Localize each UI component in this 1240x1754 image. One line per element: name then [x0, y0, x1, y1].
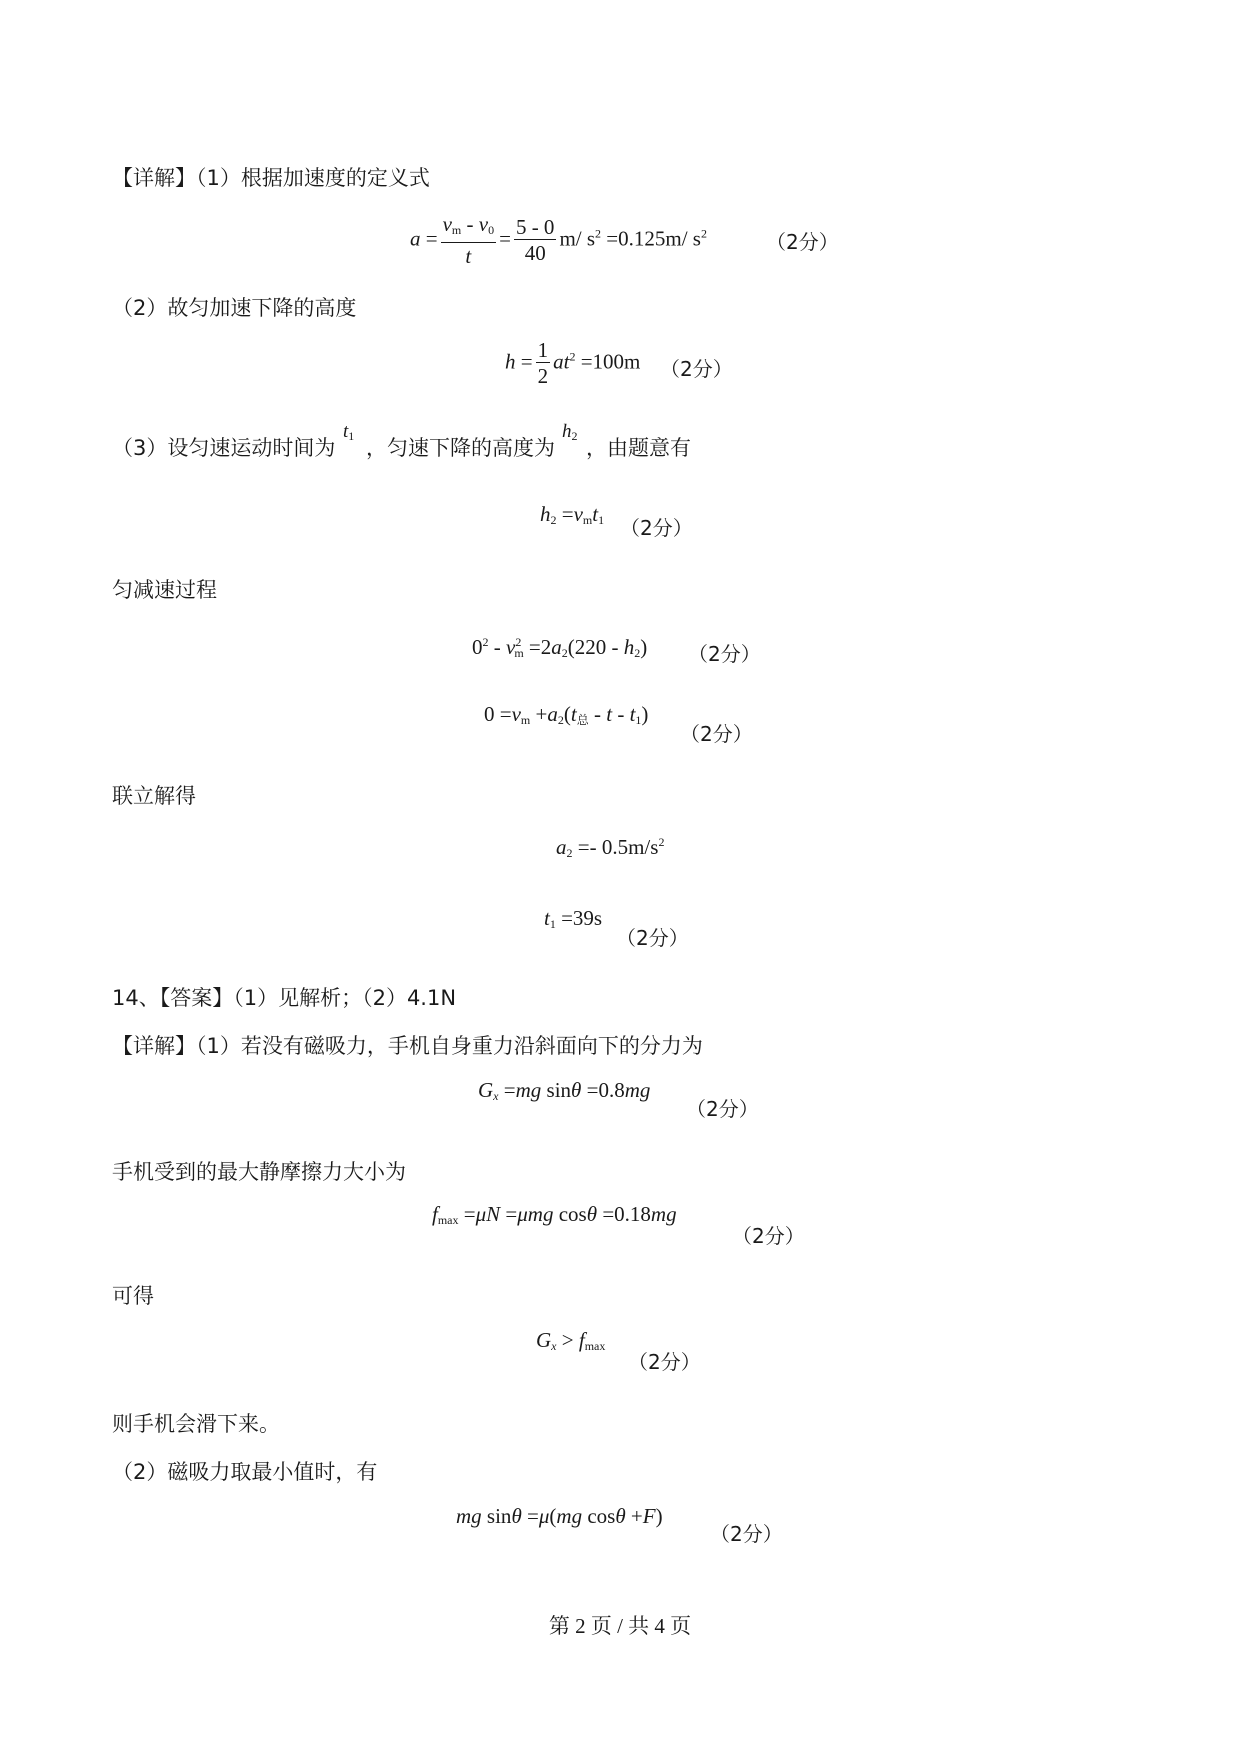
- detail-heading-1: 【详解】（1）根据加速度的定义式: [112, 166, 430, 190]
- var-t1: $t_1$: [343, 421, 355, 443]
- score-label: （2分）: [620, 516, 693, 540]
- equation-max-friction: $f_{max} =\mu N =\mu mg$ cosθ =0.18mg: [432, 1202, 677, 1227]
- page-number: 第 2 页 / 共 4 页: [548, 1614, 692, 1638]
- result-a2: $a_2 =- 0.5m/s^2$: [556, 835, 665, 860]
- part3-text-c: ，由题意有: [586, 436, 691, 460]
- equation-uniform-motion: $h_2 =v_mt_1$: [540, 502, 605, 527]
- equation-gravity-component: $G_x =mg$ sinθ =0.8mg: [478, 1078, 651, 1103]
- deceleration-text: 匀减速过程: [112, 578, 217, 602]
- part2-text: （2）故匀加速下降的高度: [112, 296, 357, 320]
- max-friction-text: 手机受到的最大静摩擦力大小为: [112, 1160, 406, 1184]
- conclusion-text: 则手机会滑下来。: [112, 1412, 280, 1436]
- score-label: （2分）: [660, 357, 733, 381]
- answer-14: 14、【答案】（1）见解析；（2）4.1N: [112, 986, 457, 1010]
- detail-heading-14: 【详解】（1）若没有磁吸力，手机自身重力沿斜面向下的分力为: [112, 1034, 703, 1058]
- var-h2: $h_2$: [562, 421, 578, 443]
- equation-acceleration: a = $\frac{v_m - v_0}{t}$ = $\frac{5 - 0}{40}$ m/ $s^2 =0.125m/$ $s^2$: [410, 212, 707, 268]
- score-label: （2分）: [680, 722, 753, 746]
- equation-deceleration-velocity: $0 =v_m +a_2(t_总 - t - t_1)$: [484, 702, 649, 727]
- equation-min-magnetic-force: mg sinθ =μ(mg cosθ +F): [456, 1504, 663, 1528]
- score-label: （2分）: [628, 1350, 701, 1374]
- result-t1: $t_1 =39s$: [544, 906, 603, 931]
- part3-text-a: （3）设匀速运动时间为: [112, 436, 336, 460]
- equation-height: h = $\frac{1}{2}$ $at^2 =100m$: [505, 338, 641, 388]
- part2-min-force-text: （2）磁吸力取最小值时，有: [112, 1460, 378, 1484]
- therefore-text: 可得: [112, 1284, 154, 1308]
- solve-text: 联立解得: [112, 784, 196, 808]
- part3-text-b: ，匀速下降的高度为: [366, 436, 555, 460]
- score-label: （2分）: [686, 1097, 759, 1121]
- score-label: （2分）: [688, 642, 761, 666]
- equation-comparison: $G_x > f_{max}$: [536, 1328, 606, 1353]
- score-label: （2分）: [616, 926, 689, 950]
- equation-deceleration-displacement: $0^2 - v^2_m =2a_2(220 - h_2)$: [472, 635, 648, 660]
- score-label: （2分）: [766, 230, 839, 254]
- score-label: （2分）: [710, 1522, 783, 1546]
- score-label: （2分）: [732, 1224, 805, 1248]
